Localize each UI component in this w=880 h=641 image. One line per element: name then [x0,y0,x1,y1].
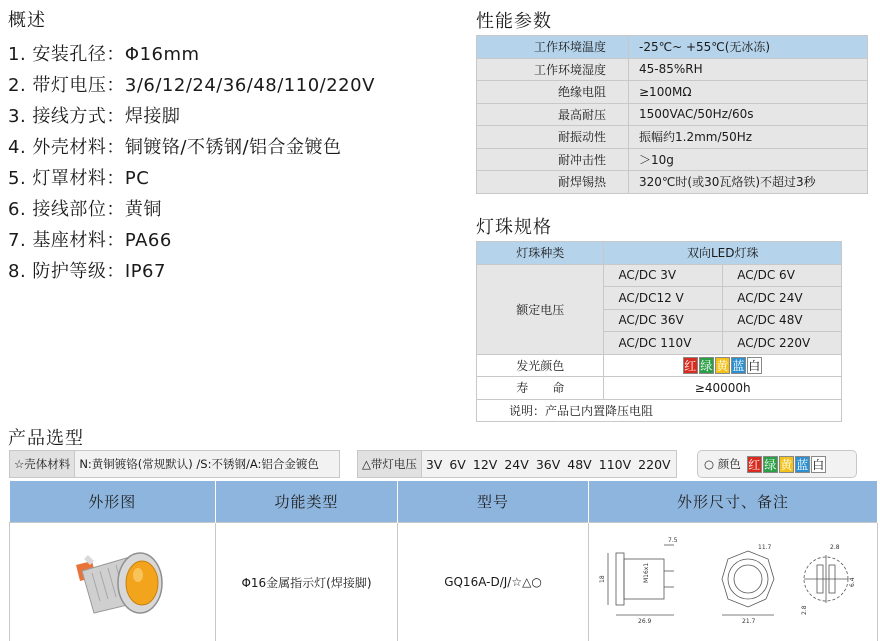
front-lens-circle [734,565,762,593]
color-chips [604,354,842,377]
color-label: 发光颜色 [477,354,604,377]
param-key: 耐振动性 [477,126,629,149]
table-row [477,81,868,104]
param-key: 最高耐压 [477,103,629,126]
back-view [804,555,848,603]
voltage-value: AC/DC 3V [604,264,723,287]
param-value: ≥100MΩ [629,81,868,104]
table-row [477,377,842,400]
color-chip-green: 绿 [764,457,777,472]
product-table-header [10,481,878,522]
param-key: 耐冲击性 [477,148,629,171]
led-type-label: 灯珠种类 [477,242,604,265]
dimension-drawing [598,531,868,631]
param-key: 耐焊锡热 [477,171,629,194]
lens-highlight [133,568,143,582]
color-chip-yellow: 黄 [780,457,793,472]
shell-material-tag: ☆壳体材料 [10,451,75,477]
dim-label: 26.9 [638,617,652,625]
voltage-option-value: 220V [638,456,671,472]
led-spec-title: 灯珠规格 [476,217,552,238]
dim-label: 6.4 [849,576,856,587]
voltage-option-value: 6V [449,456,466,472]
led-type-value: 双向LED灯珠 [604,242,842,265]
voltage-value: AC/DC 48V [723,309,842,332]
shell-material-option [9,450,340,478]
table-row [10,522,878,641]
dim-label: 21.7 [742,617,756,625]
dim-label: M16x1 [643,562,650,583]
overview-item: 2. 带灯电压：3/6/12/24/36/48/110/220V [8,75,375,96]
voltage-value: AC/DC 110V [604,332,723,355]
color-chip-red: 红 [748,457,761,472]
voltage-option [357,450,677,478]
voltage-values [422,457,684,472]
product-image-cell [10,522,216,641]
header-dimensions: 外形尺寸、备注 [589,481,878,522]
param-value: 振幅约1.2mm/50Hz [629,126,868,149]
life-value: ≥40000h [604,377,842,400]
voltage-option-value: 12V [472,456,498,472]
voltage-option-value: 110V [598,456,632,472]
performance-table [476,35,868,194]
voltage-value: AC/DC 36V [604,309,723,332]
performance-title: 性能参数 [476,11,552,32]
overview-title: 概述 [8,10,46,31]
model-cell: GQ16A-D/J/☆△○ [398,522,589,641]
front-hex [722,551,774,607]
param-key: 绝缘电阻 [477,81,629,104]
color-chip-blue: 蓝 [732,358,745,373]
header-function: 功能类型 [216,481,398,522]
table-row [477,36,868,59]
overview-item: 7. 基座材料：PA66 [8,230,172,251]
selection-title: 产品选型 [8,428,84,449]
overview-list [8,40,375,288]
overview-item: 6. 接线部位：黄铜 [8,199,162,220]
side-view [608,545,674,615]
dim-label: 2.8 [830,543,840,551]
header-model: 型号 [398,481,589,522]
dim-label: 7.5 [668,536,678,544]
voltage-option-value: 3V [425,456,443,472]
table-row [477,264,842,287]
led-spec-table [476,241,842,422]
table-row [477,148,868,171]
table-row [477,126,868,149]
color-chip-red: 红 [684,358,697,373]
voltage-option-value: 36V [535,456,561,472]
param-value: 320℃时(或30瓦烙铁)不超过3秒 [629,171,868,194]
param-value: 45-85%RH [629,58,868,81]
voltage-tag: △带灯电压 [358,451,422,477]
voltage-value: AC/DC 6V [723,264,842,287]
overview-item: 3. 接线方式：焊接脚 [8,106,181,127]
color-chip-blue: 蓝 [796,457,809,472]
shell-material-text: N:黄铜镀铬(常规默认) /S:不锈钢/A:铝合金镀色 [79,457,319,471]
table-row [477,103,868,126]
header-appearance: 外形图 [10,481,216,522]
table-row [477,58,868,81]
color-option [697,450,857,478]
param-value: ＞10g [629,148,868,171]
overview-item: 1. 安装孔径：Φ16mm [8,44,200,65]
table-row [477,171,868,194]
table-row [477,399,842,422]
indicator-lamp-image [48,531,178,631]
color-chip-white: 白 [748,358,761,373]
voltage-value: AC/DC 220V [723,332,842,355]
voltage-value: AC/DC12 V [604,287,723,310]
dim-label: 18 [599,574,606,583]
table-row [477,242,842,265]
front-view [722,551,774,615]
life-label: 寿 命 [477,377,604,400]
overview-item: 5. 灯罩材料：PC [8,168,150,189]
side-flange [616,553,624,605]
voltage-value: AC/DC 24V [723,287,842,310]
color-chip-white: 白 [812,457,825,472]
led-note: 说明：产品已内置降压电阻 [477,399,842,422]
color-option-chips [747,456,827,473]
color-tag: ○ 颜色 [704,457,741,471]
color-chip-green: 绿 [700,358,713,373]
param-value: -25℃~ +55℃(无冰冻) [629,36,868,59]
function-cell: Φ16金属指示灯(焊接脚) [216,522,398,641]
param-key: 工作环境湿度 [477,58,629,81]
overview-item: 8. 防护等级：IP67 [8,261,166,282]
color-chip-yellow: 黄 [716,358,729,373]
overview-item: 4. 外壳材料：铜镀铬/不锈钢/铝合金镀色 [8,137,342,158]
table-row [477,354,842,377]
param-value: 1500VAC/50Hz/60s [629,103,868,126]
dim-label: 11.7 [758,543,772,551]
voltage-option-value: 48V [567,456,592,472]
voltage-label: 额定电压 [477,264,604,354]
voltage-option-value: 24V [504,456,529,472]
dim-label: 2.8 [801,604,808,615]
product-table [9,481,878,641]
lamp-lens [126,561,158,605]
param-key: 工作环境温度 [477,36,629,59]
dimension-drawing-cell [589,522,878,641]
